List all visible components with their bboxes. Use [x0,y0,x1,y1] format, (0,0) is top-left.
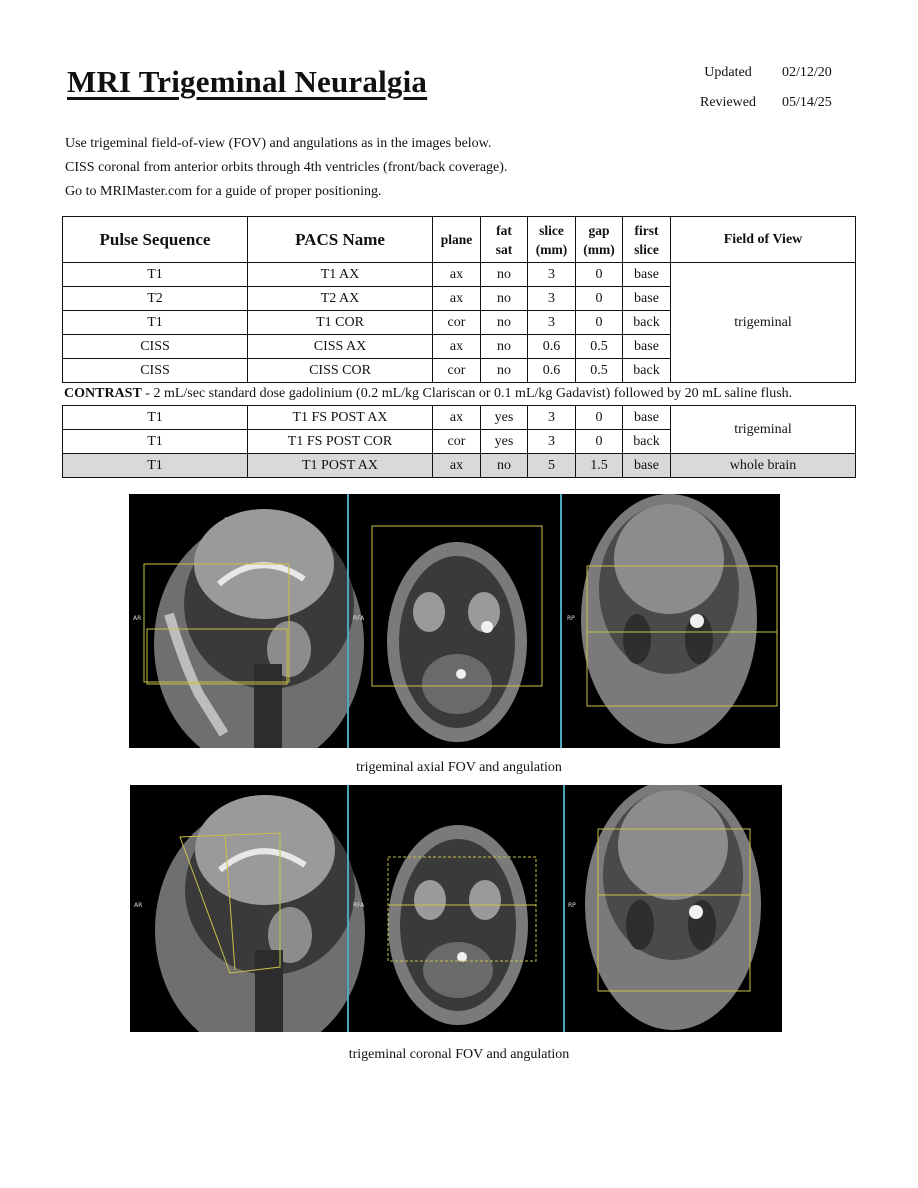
cell-gap: 0 [576,430,623,454]
cell-pulse: T1 [63,406,248,430]
cell-plane: ax [433,454,481,478]
cell-slice: 3 [528,406,576,430]
cell-slice: 5 [528,454,576,478]
document-dates [680,58,852,118]
axial-fov-figure [129,494,780,748]
cell-slice: 0.6 [528,359,576,383]
pane-label: AR [133,615,142,622]
cell-fat: yes [481,406,528,430]
pane-label: RFA [353,615,365,622]
cell-plane: cor [433,430,481,454]
header-first-slice: first slice [623,217,671,263]
axial-figure-caption: trigeminal axial FOV and angulation [356,760,562,775]
contrast-label: CONTRAST [64,386,142,401]
cell-fat: no [481,287,528,311]
cell-pacs: CISS AX [248,335,433,359]
page-title: MRI Trigeminal Neuralgia [67,64,428,99]
cell-fat: no [481,311,528,335]
cell-slice: 0.6 [528,335,576,359]
table-header-row [63,217,856,263]
header-gap: gap (mm) [576,217,623,263]
cell-pulse: T1 [63,454,248,478]
cell-fat: yes [481,430,528,454]
cell-slice: 3 [528,311,576,335]
cell-pulse: T1 [63,263,248,287]
table-row [63,263,856,287]
cell-gap: 0.5 [576,335,623,359]
cell-pulse: T1 [63,430,248,454]
intro-line: Go to MRIMaster.com for a guide of proper positioning. [65,184,382,199]
cell-slice: 3 [528,263,576,287]
intro-notes [65,132,507,204]
cell-pulse: T2 [63,287,248,311]
cell-fov: trigeminal [671,406,856,454]
cell-gap: 0 [576,263,623,287]
coronal-fov-figure [130,785,782,1032]
cell-pulse: CISS [63,359,248,383]
cell-pulse: CISS [63,335,248,359]
cell-pacs: T1 AX [248,263,433,287]
cell-first: base [623,406,671,430]
cell-pacs: T1 COR [248,311,433,335]
pane-label: RP [567,615,575,622]
cell-pacs: T1 FS POST AX [248,406,433,430]
cell-first: base [623,454,671,478]
intro-line: Use trigeminal field-of-view (FOV) and angulations as in the images below. [65,136,492,151]
cell-pacs: CISS COR [248,359,433,383]
table-row [63,406,856,430]
coronal-figure-caption: trigeminal coronal FOV and angulation [348,1047,570,1062]
cell-gap: 1.5 [576,454,623,478]
cell-plane: ax [433,406,481,430]
cell-slice: 3 [528,430,576,454]
cell-plane: ax [433,287,481,311]
post-contrast-table [62,405,856,478]
cell-first: base [623,263,671,287]
cell-gap: 0 [576,311,623,335]
table-row [63,454,856,478]
pane-label: AR [134,902,143,909]
updated-date: 02/12/20 [782,65,832,80]
updated-label: Updated [704,65,752,80]
contrast-text: - 2 mL/sec standard dose gadolinium (0.2 mL/kg Clariscan or 0.1 mL/kg Gadavist) followed by 20 mL saline flush. [141,386,793,401]
cell-plane: cor [433,359,481,383]
pane-label: RFA [353,902,365,909]
cell-gap: 0 [576,287,623,311]
cell-pacs: T1 FS POST COR [248,430,433,454]
cell-first: back [623,430,671,454]
cell-plane: ax [433,263,481,287]
pane-label: RP [568,902,576,909]
axial-mri-panels [129,494,780,748]
cell-first: base [623,335,671,359]
cell-fat: no [481,359,528,383]
reviewed-label: Reviewed [700,95,756,110]
intro-line: CISS coronal from anterior orbits through 4th ventricles (front/back coverage). [65,160,508,175]
cell-fov: whole brain [671,454,856,478]
reviewed-date: 05/14/25 [782,95,832,110]
cell-slice: 3 [528,287,576,311]
updated-row [680,58,852,88]
header-plane: plane [433,217,481,263]
watermark: mrimaster.com [224,515,292,525]
header-pacs-name: PACS Name [248,217,433,263]
header-slice: slice (mm) [528,217,576,263]
header-pulse-sequence: Pulse Sequence [63,217,248,263]
cell-fat: no [481,454,528,478]
cell-fat: no [481,263,528,287]
cell-fov: trigeminal [671,263,856,383]
cell-gap: 0.5 [576,359,623,383]
cell-pacs: T2 AX [248,287,433,311]
cell-plane: cor [433,311,481,335]
cell-first: back [623,311,671,335]
header-fat-sat: fat sat [481,217,528,263]
coronal-mri-panels [130,785,782,1032]
reviewed-row [680,88,852,118]
contrast-note [64,386,792,402]
cell-pacs: T1 POST AX [248,454,433,478]
cell-plane: ax [433,335,481,359]
cell-fat: no [481,335,528,359]
header-field-of-view: Field of View [671,217,856,263]
cell-first: base [623,287,671,311]
cell-first: back [623,359,671,383]
cell-gap: 0 [576,406,623,430]
cell-pulse: T1 [63,311,248,335]
pre-contrast-table [62,216,856,383]
